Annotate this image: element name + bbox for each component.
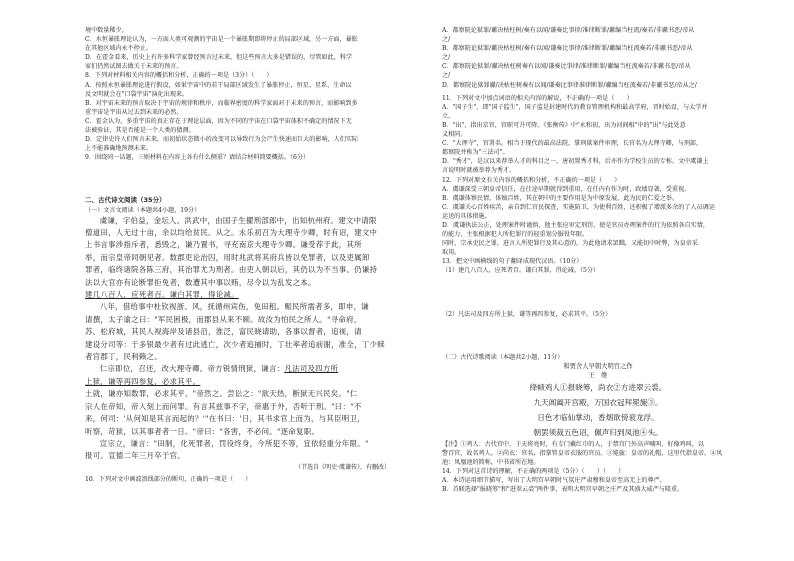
question-11: [442, 94, 754, 176]
text-line: D．虞谦执法公正，处理案件时谨慎，他主张应审定刑罚，使是官员办理案件的行为依照各自实情，: [442, 221, 709, 229]
reading-questions-7-9: [85, 26, 390, 162]
passage-line: 法以大官亦有论断罪拒免者，数遭其中事以贿，尽令以为乱发之本。: [85, 277, 316, 287]
text-line: 言说明时就被举荐为秀才。: [442, 167, 516, 175]
passage-line: 上书言事涉指斥者，悉毁之，谦乃置书，寻充南京大理寺少卿。谦受荐于此，其所: [85, 240, 362, 250]
underlined-text: 建几八百人，应死者百。谦白其罪，得论减。: [85, 290, 239, 300]
text-line: A．"国子生"，即"国子监生"，国子监是封建时代的教育管理机构和最高学府，晋时始设，与太学并: [442, 103, 708, 111]
poem-notes: [442, 440, 754, 467]
right-column: [442, 26, 754, 494]
text-line: 同时，宗承吏民之罪，进言人所犯罪行及其心意的，为此他请求罢黜，又能切中时弊，为皇帝采: [442, 240, 698, 248]
passage-underlined-sentence: [85, 289, 390, 301]
section-title: 二、古代诗文阅读（35分）: [85, 196, 166, 205]
question-10: 10．下列对文中画波浪线部分的断句，正确的一项是（ ）: [85, 475, 252, 483]
option-d: D．都察院论狱罪谳/决枯枉树奏有以闻/谦奏比事律准律断罪/谳编当枉流奏若/非谳书恶/帝从之/: [442, 81, 697, 89]
text-line: B．虞谦体察民情，体恤百姓，其在朝中的主要作用是为中原发展，此为民的仁爱之举。: [442, 194, 679, 202]
text-line: B．首联选择"报晓筹"和"进翠云裘"两件事，表明大明宫早朝之庄严及其盛大威严与隆重。: [442, 486, 684, 494]
left-column: [85, 26, 390, 484]
text-line: 【注】①鸡人：古代官中，于天将亮时，有专门戴红巾的人，于禁宫门外高声喊叫，好像鸡叫，以: [442, 440, 705, 448]
poem-author: 王 维: [588, 371, 608, 379]
question-13: 13．把文中画横线的句子翻译成现代汉语。（10分）: [442, 258, 583, 266]
text-line: D．"秀才"，是汉以来荐举人才的科目之一，唐初置秀才科，后亦作为学校生员的专称。文中虞谦上: [442, 158, 709, 166]
text-line: C．虞谦关心百姓疾苦，亲自到仁官民探查，实施防卫，为使利百姓，还积极了增派多余的了人员调运: [442, 203, 715, 211]
question-14: [442, 467, 754, 494]
passage-line: 苏、松府城，其民人视海岸及诸县沿，淮泛，富民晓请助，各事以督者，追视，请: [85, 327, 362, 337]
answer-space: [442, 319, 754, 353]
text-line: 立。: [442, 112, 455, 120]
text-line: 家们仍然试图去做关于未来的预言。: [85, 63, 183, 71]
text-line: C．"大理寺"，官署名。相当于现代的最高法院，掌刑狱案件审理，长官名为大理寺卿，与刑部，: [442, 140, 703, 148]
poem-line: 日色才临仙掌动，香烟欲傍衮龙浮。: [537, 412, 659, 422]
passage-line: 罪者，临终诸院各陈三府，其治罪尤为刑者。由吏入朝以后，其仍以为不当事。仍谦持: [85, 265, 378, 275]
passage-line: 僧道田，人无过十亩，余以均给贫民。从之。永乐初召为大理寺少卿，时有诏，建文中: [85, 228, 378, 237]
text-line: 在其他区域内永不停止。: [85, 45, 153, 53]
passage-line: 虞谦，字伯益，金坛人。洪武中，由国子生擢刑部郎中，出知杭州府。建文中请限: [99, 215, 377, 225]
poem-title: 和贾舍人早朝大明宫之作: [563, 362, 633, 370]
option-a-cont: 之/: [442, 36, 451, 44]
text-line: 上不能准确地预测未来。: [85, 145, 153, 153]
underlined-text: 上狱，谦等再四参复，必求其平。: [85, 376, 201, 386]
passage-line: 者官郡丁，民利赖之。: [85, 352, 162, 362]
answer-space: [85, 162, 390, 194]
option-c: C．都察院论狱罪/谳决枯枉树奏有以闻/谦奏比事律/准律断罪/谳编当枉流奏若/非谳书恶/帝从: [442, 63, 691, 71]
text-line: 及文明就会在"口袋宇宙"演化出现来。: [85, 90, 189, 98]
text-line: B．对宇宙未来的预言取决于宇宙的规律和秩序，而临界密度的科学家面对于未来的预言，而影响到多: [85, 99, 358, 107]
question-10-options: [442, 26, 754, 90]
text-line: 12．下列对原文有关内容的概括和分析，不正确的一项是（ ）: [442, 176, 621, 184]
text-line: 运送的具体措施。: [442, 212, 491, 220]
text-line: C．霍金认为，多重宇宙的真正存在于理论层面，因为不同的宇宙在口袋宇宙体积不确定的情况下无: [85, 117, 352, 125]
question-8: 8．下列对材料相关内容的概括和分析，正确的一项是（3分）（ ）: [85, 72, 273, 80]
question-9: 9．围绕同一话题，三则材料在内容上各有什么侧重？请结合材料简要概括。（6分）: [85, 154, 310, 162]
text-line: 境中数量稀少。: [85, 27, 128, 34]
text-line: 取用。: [442, 249, 461, 257]
question-12: [442, 176, 754, 258]
text-line: 14．下列对这首诗的理解，不正确的两项是（5分）（ ）（ ）: [442, 468, 625, 476]
text-line: 法被验证，其是否能是一个人类的猜测。: [85, 127, 195, 135]
passage-text: 仁宗即位，召还，改大理寺卿。帝方锐情刑狱，谦言：: [99, 364, 285, 374]
passage-line: 土就，谦亦知数罪，必求其平。"帝然之。尝讼之："欲天热，断狱无兴民矣。"仁: [85, 389, 358, 399]
poem-line: 朝罢须裁五色诏，佩声归到凤池④头。: [533, 427, 663, 437]
text-line: 的能力，主张根据犯人所犯罪行的轻重划分服役年限。: [442, 231, 589, 239]
passage-line: 来，何司：'从何知是其言而起的？'"在书曰：'日，其书求官上而为，与其臣明卫，: [85, 414, 365, 424]
text-line: 重宇宙是宇宙从过去到未来的必然。: [85, 108, 183, 116]
text-line: A．按照永恒暴胀理论进行假设，如果宇宙中的若干局部区域发生了暴胀停止，恒星、星系、生命以: [85, 81, 352, 89]
text-line: A．虞谦深受三朝皇帝信任，在仕途早期就得到重用，在任内有作为时，政绩显著，受重视。: [442, 185, 691, 193]
question-13-2: （2）凡法司及四方所上狱，谦等再四参复，必求其平。（5分）: [442, 310, 612, 318]
text-line: D．在霍金看来，历史上有许多科学家曾经预言过未来，但这些预言大多是错误的，尽管如此，科学: [85, 54, 352, 62]
passage-line: [85, 363, 390, 375]
text-line: D．定律史许人们预言未来，而初始状态微小的改变可以导致行为会产生快速而巨大的影响，人们实际: [85, 136, 359, 144]
passage-source: （节选自《明史·虞谦传》，有删改）: [295, 463, 390, 471]
poem-line: 绛帻鸡人①报晓筹，尚衣②方进翠云裘。: [529, 382, 667, 392]
sub-section-title: （一）文言文阅读（本题共4小题，19分）: [85, 206, 201, 214]
classical-passage: [85, 215, 390, 463]
poem-line: 九天阊阖开宫殿，万国衣冠拜冕旒③。: [533, 397, 663, 407]
text-line: A．本诗运用细节描写，写出了大明宫早朝时气氛庄严肃穆和皇帝至高无上的尊严。: [442, 477, 666, 485]
passage-line: 请撰，太子谕之曰："军民困极，而郡县从来不顾。故汝为怕民之所人。"寻命府，: [85, 314, 362, 324]
question-13-1: （1）建几八百人，应死者百。谦白其罪，得论减。（5分）: [442, 267, 600, 275]
text-line: 义相同。: [442, 131, 467, 139]
passage-line: 八年，借给事中杜钦视浙、风，抚循州宾伤，免田租。赈民所需者多，即申，谦: [99, 302, 369, 312]
passage-line: 宗人在帝知，帝入刻上而问罪。有言其兹事不字，帝惠于外，否听于刑。"曰："不: [85, 401, 362, 411]
text-line: B．"出"，指出京官，官职可升可降。《张衡传》中"永和初，出为河间相"中的"出"与此处意: [442, 121, 686, 129]
passage-line: 听察，苛狱，以其事者者一日。"帝曰："各害，不必问。"逐命复职。: [85, 426, 320, 436]
answer-space: [442, 276, 754, 310]
text-line: 警百官，故名鸡人。②尚衣：官名，指掌管皇帝衣服的官员。③冕旒：皇帝的礼帽，这里代指皇帝。④凤: [442, 450, 723, 457]
option-b: B．都察院论狱罪/谳决枯枉树/奏有以闻/谦奏比事律/准律断罪/谳编当枉流奏若/非谳书恶/帝从: [442, 45, 693, 53]
passage-line: 报可。宣德二年三月卒于官。: [85, 451, 185, 461]
passage-line: 举，而宗皇帝同朝见者。数郡吏论治囚，用时兆武将其府兵皆以免罪者，以及吏属卸: [85, 252, 370, 262]
option-c-cont: 之/: [442, 72, 451, 80]
text-line: 池：凤凰池的简称，中书省所在地。: [442, 459, 540, 467]
text-line: 11．下列对文中加点词语的相关内容的解说，不正确的一项是（ ）: [442, 94, 633, 102]
text-line: 都察院并称为"三法司"。: [442, 149, 509, 157]
passage-line: 宣宗立，谦言："田制，化死罪者，罚役终身，今所犯不等，宜依轻重分年限。": [99, 438, 369, 448]
passage-line: [85, 376, 390, 388]
text-line: C．水恒暴胀理论认为，一方面人类可观测的宇宙是一个暴胀期即将停止的局部区域，另一方面，暴胀: [85, 36, 358, 44]
option-a: A．都察院论狱罪/谳决枯枉树/奏有以闻/谦奏比事律/准律断罪/谳编当枉流/奏若/非谳书恶/帝从: [442, 27, 695, 34]
passage-line: 建设分司等：于多银最少者有过此逃亡，次少者追捕时，丁壮率者追前谢，准全，丁少赎: [85, 339, 385, 349]
underlined-text: 凡法司及四方所: [284, 364, 339, 374]
poem-section-title: （二）古代诗歌阅读（本题共2小题，11分）: [442, 353, 564, 361]
poem-body: [442, 380, 754, 440]
option-b-cont: 之/: [442, 54, 451, 62]
